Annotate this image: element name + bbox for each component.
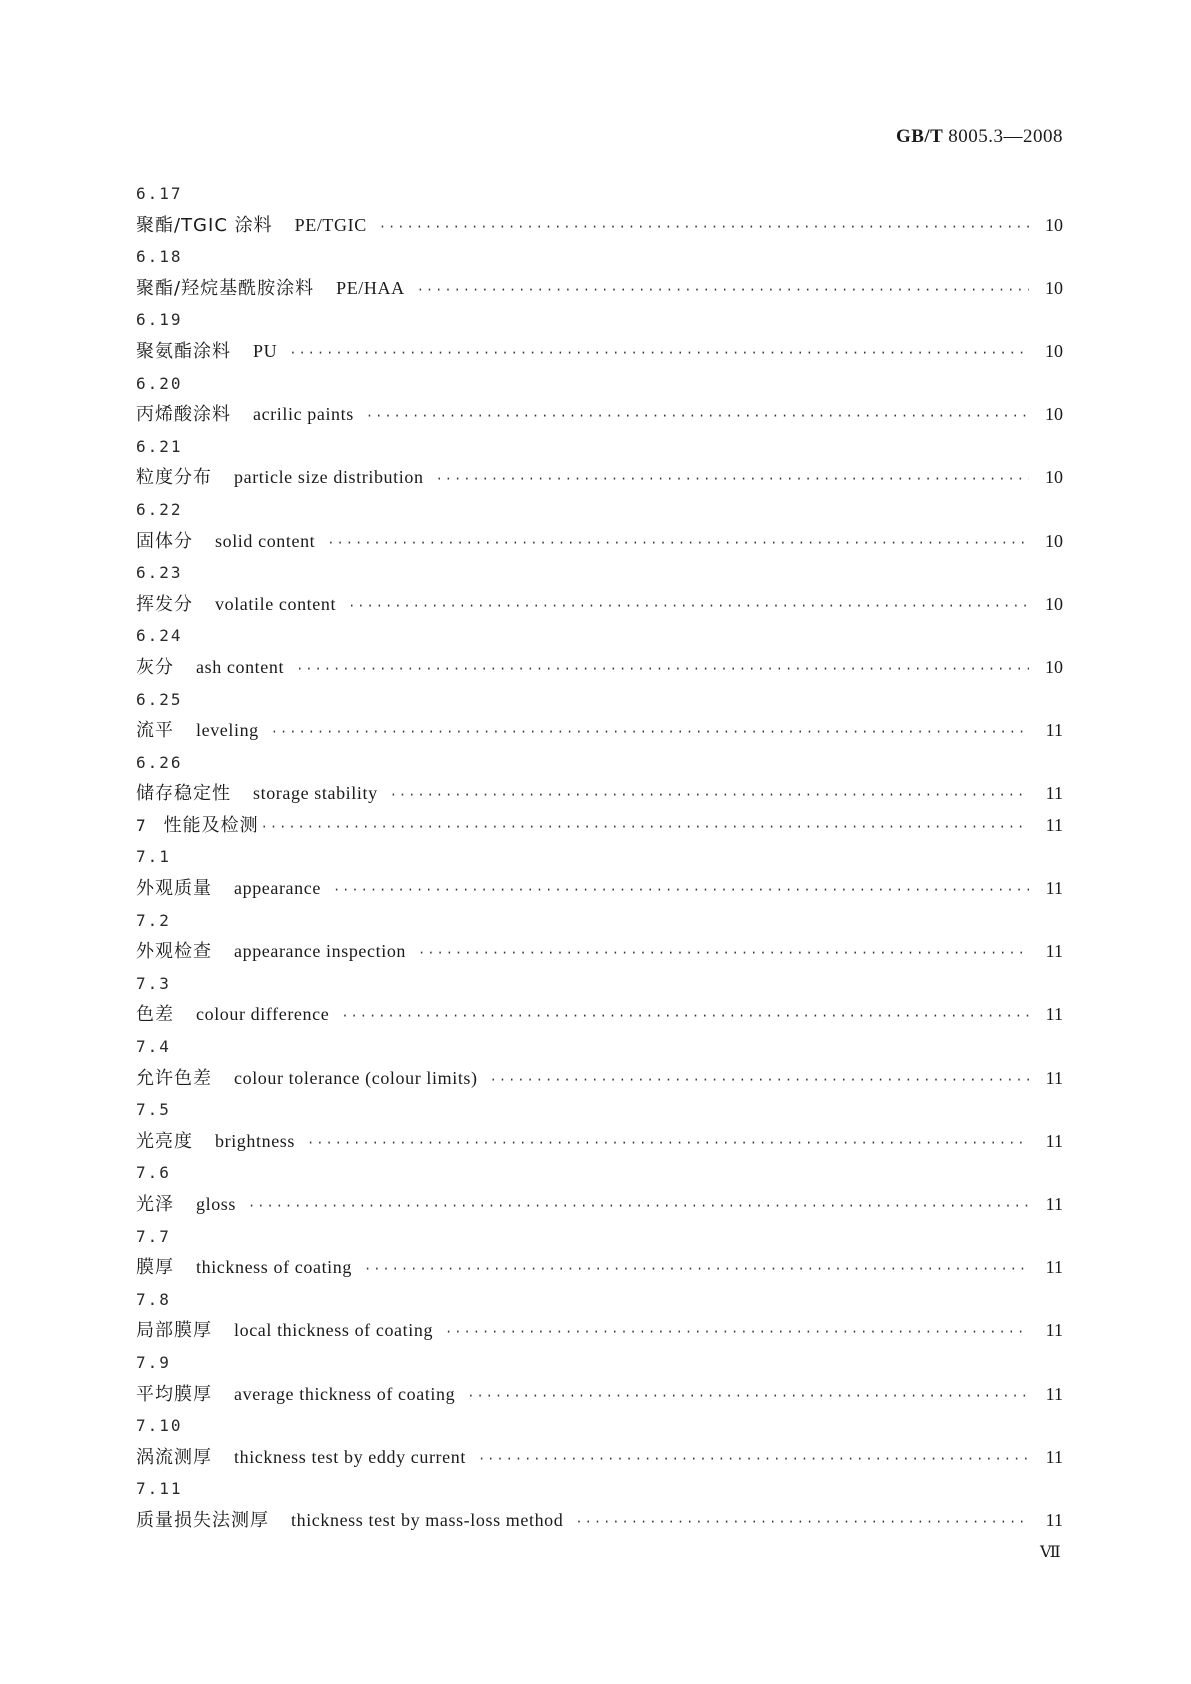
toc-clause-number: 7.3 (136, 973, 171, 993)
toc-entry[interactable] (136, 652, 1063, 684)
toc-page-number: 11 (1045, 1257, 1063, 1278)
dot-leader (417, 275, 1029, 307)
toc-entry[interactable] (136, 273, 1063, 305)
toc-clause-number: 6.25 (136, 689, 183, 709)
dot-leader (271, 717, 1029, 749)
toc-entry-chinese-term: 粒度分布 (136, 467, 212, 489)
toc-entry[interactable] (136, 589, 1063, 621)
toc-entry[interactable] (136, 1315, 1063, 1347)
toc-clause-number: 7.1 (136, 847, 171, 867)
toc-entry[interactable] (136, 999, 1063, 1031)
toc-entry-english-term: colour difference (196, 1004, 330, 1025)
toc-entry-english-term: thickness of coating (196, 1257, 352, 1278)
dot-leader (379, 212, 1029, 244)
dot-leader (478, 1444, 1029, 1476)
toc-entry-english-term: solid content (215, 530, 316, 551)
dot-leader (445, 1317, 1029, 1349)
toc-entry-chinese-term: 丙烯酸涂料 (136, 404, 231, 426)
toc-entry-english-term: local thickness of coating (234, 1320, 434, 1341)
dot-leader (327, 528, 1029, 560)
toc-entry-english-term: PU (253, 340, 278, 361)
toc-entry[interactable] (136, 1126, 1063, 1158)
dot-leader (366, 401, 1029, 433)
dot-leader (341, 1001, 1029, 1033)
dot-leader (296, 654, 1029, 686)
toc-page-number: 10 (1045, 214, 1063, 235)
dot-leader (248, 1191, 1029, 1223)
toc-entry-english-term: volatile content (215, 593, 337, 614)
toc-entry[interactable] (136, 1252, 1063, 1284)
toc-entry-english-term: particle size distribution (234, 467, 424, 488)
toc-clause-number: 7.4 (136, 1037, 171, 1057)
toc-page-number: 10 (1045, 404, 1063, 425)
toc-page-number: 11 (1045, 783, 1063, 804)
toc-entry-english-term: thickness test by eddy current (234, 1446, 466, 1467)
toc-clause-number: 6.22 (136, 499, 183, 519)
toc-entry-chinese-term: 外观检查 (136, 941, 212, 963)
toc-entry-english-term: appearance (234, 878, 321, 899)
toc-page-number: 11 (1045, 1004, 1063, 1025)
dot-leader (289, 338, 1029, 370)
standard-code-header (896, 126, 1063, 148)
toc-entry-english-term: appearance inspection (234, 941, 407, 962)
toc-entry[interactable] (136, 210, 1063, 242)
toc-entry[interactable] (136, 1379, 1063, 1411)
toc-page-number: 11 (1045, 1067, 1063, 1088)
toc-page-number: 10 (1045, 340, 1063, 361)
toc-clause-number: 6.20 (136, 373, 183, 393)
toc-clause-number: 7.5 (136, 1100, 171, 1120)
toc-entry-chinese-term: 允许色差 (136, 1067, 212, 1089)
toc-entry-chinese-term: 色差 (136, 1004, 174, 1026)
toc-entry-english-term: average thickness of coating (234, 1383, 456, 1404)
table-of-contents (136, 178, 1063, 1537)
toc-clause-number: 7.10 (136, 1416, 183, 1436)
toc-entry-chinese-term: 光泽 (136, 1194, 174, 1215)
toc-chapter-title: 性能及检测 (163, 814, 259, 836)
toc-chapter-number: 7 (136, 815, 146, 835)
toc-entry[interactable] (136, 1063, 1063, 1095)
toc-page-number: 11 (1045, 1446, 1063, 1467)
toc-page-number: 11 (1045, 1383, 1063, 1404)
dot-leader (575, 1507, 1029, 1539)
toc-entry-english-term: storage stability (253, 783, 378, 804)
toc-entry[interactable] (136, 936, 1063, 968)
toc-clause-number: 6.17 (136, 184, 183, 203)
toc-page-number: 10 (1045, 656, 1063, 677)
dot-leader (364, 1254, 1029, 1286)
toc-entry-english-term: PE/HAA (336, 277, 405, 298)
toc-entry-english-term: colour tolerance (colour limits) (234, 1067, 478, 1088)
toc-entry[interactable] (136, 462, 1063, 494)
toc-entry-english-term: PE/TGIC (294, 214, 367, 235)
toc-entry-english-term: thickness test by mass-loss method (291, 1509, 564, 1530)
toc-page-number: 11 (1045, 941, 1063, 962)
dot-leader (333, 875, 1029, 907)
dot-leader (467, 1381, 1029, 1413)
toc-entry[interactable] (136, 1189, 1063, 1221)
toc-page-number: 10 (1045, 467, 1063, 488)
toc-entry-chinese-term: 聚酯/TGIC 涂料 (136, 214, 273, 236)
toc-entry[interactable] (136, 399, 1063, 431)
dot-leader (348, 591, 1029, 623)
dot-leader (490, 1065, 1029, 1097)
toc-entry[interactable] (136, 715, 1063, 747)
toc-entry-chinese-term: 固体分 (136, 530, 193, 552)
toc-entry-chinese-term: 挥发分 (136, 593, 193, 615)
toc-entry[interactable] (136, 778, 1063, 810)
toc-entry[interactable] (136, 336, 1063, 368)
toc-clause-number: 6.18 (136, 247, 183, 267)
toc-page-number: 11 (1045, 1130, 1063, 1151)
toc-entry-chinese-term: 储存稳定性 (136, 783, 231, 805)
toc-page-number: 11 (1045, 1320, 1063, 1341)
toc-entry-chinese-term: 质量损失法测厚 (136, 1509, 269, 1531)
toc-page-number: 11 (1045, 814, 1063, 835)
toc-clause-number: 6.19 (136, 310, 183, 330)
toc-page-number: 10 (1045, 593, 1063, 614)
toc-entry[interactable] (136, 1442, 1063, 1474)
toc-entry-chinese-term: 聚氨酯涂料 (136, 340, 231, 362)
toc-page-number: 11 (1045, 1509, 1063, 1530)
toc-entry[interactable] (136, 526, 1063, 558)
toc-entry-chinese-term: 局部膜厚 (136, 1320, 212, 1342)
dot-leader (261, 812, 1029, 844)
dot-leader (390, 780, 1029, 812)
toc-clause-number: 6.23 (136, 563, 183, 583)
toc-clause-number: 6.26 (136, 752, 183, 772)
toc-page-number: 10 (1045, 277, 1063, 298)
toc-clause-number: 6.21 (136, 436, 183, 456)
toc-clause-number: 6.24 (136, 626, 183, 646)
toc-chapter-entry[interactable] (136, 810, 1063, 842)
page-number-roman: Ⅶ (1040, 1544, 1061, 1561)
dot-leader (307, 1128, 1029, 1160)
toc-clause-number: 7.6 (136, 1163, 171, 1183)
toc-clause-number: 7.11 (136, 1479, 183, 1499)
toc-clause-number: 7.2 (136, 910, 171, 930)
toc-clause-number: 7.7 (136, 1226, 171, 1246)
toc-entry-chinese-term: 涡流测厚 (136, 1446, 212, 1468)
toc-entry[interactable] (136, 1505, 1063, 1537)
toc-entry-chinese-term: 平均膜厚 (136, 1383, 212, 1405)
toc-entry-chinese-term: 膜厚 (136, 1257, 174, 1279)
toc-entry-chinese-term: 流平 (136, 720, 174, 742)
dot-leader (436, 464, 1029, 496)
toc-entry-chinese-term: 灰分 (136, 656, 174, 678)
dot-leader (418, 938, 1029, 970)
toc-entry-chinese-term: 聚酯/羟烷基酰胺涂料 (136, 277, 315, 299)
toc-entry-english-term: leveling (196, 720, 259, 741)
toc-entry[interactable] (136, 873, 1063, 905)
toc-entry-english-term: brightness (215, 1130, 295, 1151)
standard-number: 8005.3—2008 (948, 126, 1063, 147)
standard-prefix: GB/T (895, 126, 943, 147)
toc-page-number: 11 (1045, 1194, 1063, 1214)
toc-page-number: 10 (1045, 530, 1063, 551)
toc-entry-english-term: acrilic paints (253, 404, 354, 425)
toc-entry-chinese-term: 光亮度 (136, 1130, 193, 1152)
toc-page-number: 11 (1045, 878, 1063, 899)
toc-entry-chinese-term: 外观质量 (136, 878, 212, 900)
toc-page-number: 11 (1045, 720, 1063, 741)
toc-entry-english-term: ash content (196, 656, 285, 677)
toc-clause-number: 7.9 (136, 1352, 171, 1372)
toc-clause-number: 7.8 (136, 1289, 171, 1309)
toc-entry-english-term: gloss (196, 1194, 237, 1214)
